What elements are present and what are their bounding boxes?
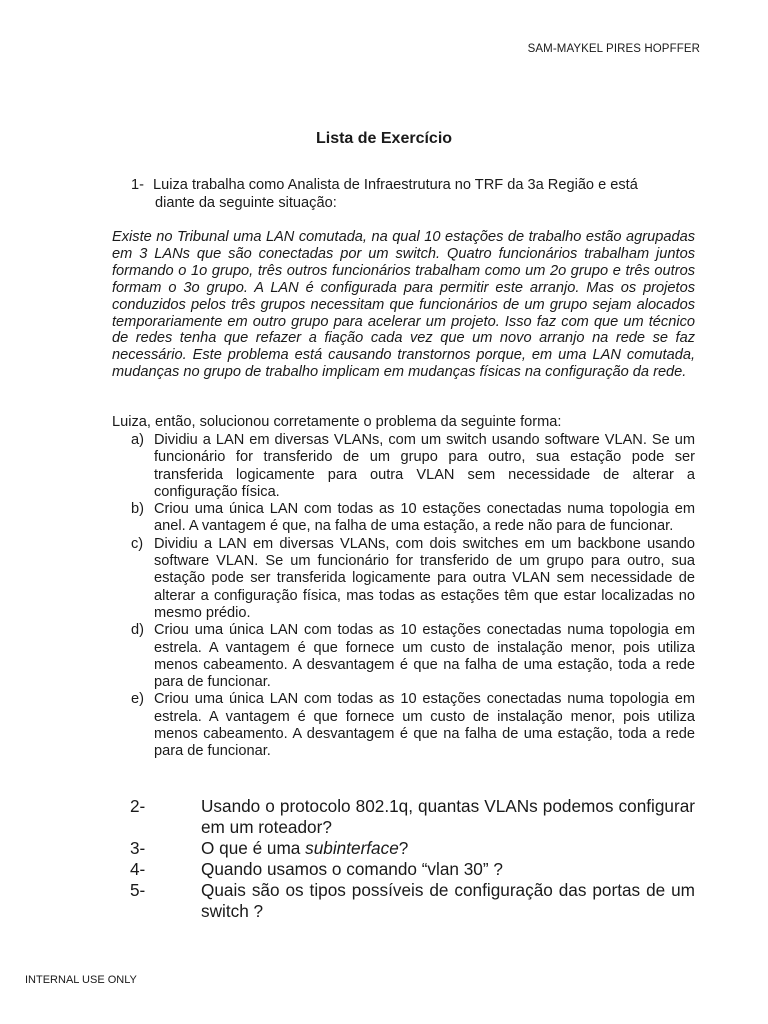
question-5 [130,880,695,922]
option-text: Criou uma única LAN com todas as 10 estações conectadas numa topologia em anel. A vantagem é que, na falha de uma estação, a rede não para de funcionar. [154,501,695,535]
question-list [130,796,695,922]
option-b [112,501,695,536]
question-text-after: ? [398,838,409,858]
option-letter: d) [131,622,144,639]
question-text: Usando o protocolo 802.1q, quantas VLANs podemos configurar em um roteador? [201,796,695,837]
question-number: 3- [130,838,146,858]
question-4 [130,859,695,880]
option-text: Criou uma única LAN com todas as 10 estações conectadas numa topologia em estrela. A vantagem é que fornece um custo de instalação menor, pois utiliza menos cabeamento. A desvantagem é que na falha de uma estação, toda a rede para de funcionar. [154,691,695,760]
footer-classification: INTERNAL USE ONLY [25,974,137,986]
question-text-italic: subinterface [305,838,399,858]
option-letter: a) [131,432,144,448]
question-1 [113,177,695,212]
option-text: Dividiu a LAN em diversas VLANs, com um switch usando software VLAN. Se um funcionário for transferido de um grupo para outro, sua estação pode ser transferida logicamente para outra VLAN sem necessidade de alterar a configuração física. [154,432,695,500]
question-number: 2- [130,796,146,816]
question-number: 4- [130,859,146,879]
option-letter: c) [131,535,144,552]
document-header-author: SAM-MAYKEL PIRES HOPFFER [527,43,700,55]
page-title: Lista de Exercício [315,130,453,147]
answer-options [112,432,695,761]
option-d [112,622,695,691]
question-text [201,838,695,859]
question-3 [130,838,695,859]
question-1-text-line1: Luiza trabalha como Analista de Infraestrutura no TRF da 3a Região e está [153,177,638,193]
question-text: Quando usamos o comando “vlan 30” ? [201,859,503,879]
scenario-paragraph: Existe no Tribunal uma LAN comutada, na qual 10 estações de trabalho estão agrupadas em 3 LANs que são conectadas por um switch. Quatro funcionários trabalham juntos formando o 1o grupo, três outros funcionários trabalham como um 2o grupo e três outros formam o 3o grupo. A LAN é configurada para permitir este arranjo. Mas os projetos conduzidos pelos três grupos necessitam que funcionários de um grupo sejam alocados temporariamente em outro grupo para acelerar um projeto. Isso faz com que um técnico de redes tenha que refazer a fiação cada vez que um novo arranjo na rede se faz necessário. Este problema está causando transtornos porque, em uma LAN comutada, mudanças no grupo de trabalho implicam em mudanças físicas na configuração da rede. [112,229,695,381]
option-letter: b) [131,501,144,518]
question-1-text-line2: diante da seguinte situação: [155,194,337,211]
option-text: Criou uma única LAN com todas as 10 estações conectadas numa topologia em estrela. A vantagem é que fornece um custo de instalação menor, pois utiliza menos cabeamento. A desvantagem é que na falha de uma estação, toda a rede para de funcionar. [154,622,695,691]
option-c [112,536,695,622]
question-text-before: O que é uma [201,838,306,858]
option-text: Dividiu a LAN em diversas VLANs, com dois switches em um backbone usando software VLAN. Se um funcionário for transferido de um grupo para outro, sua estação pode ser transferida logicamente para outra VLAN sem necessidade de alterar a configuração física, mas todas as estações têm que estar localizadas no mesmo prédio. [154,535,695,621]
solution-intro: Luiza, então, solucionou corretamente o problema da seguinte forma: [112,414,562,430]
option-e [112,691,695,760]
question-1-number: 1- [131,177,144,193]
question-1-line1 [113,177,695,195]
option-letter: e) [131,691,144,708]
question-text: Quais são os tipos possíveis de configuração das portas de um switch ? [201,880,695,921]
question-number: 5- [130,880,146,900]
question-2 [130,796,695,838]
option-a [112,432,695,501]
